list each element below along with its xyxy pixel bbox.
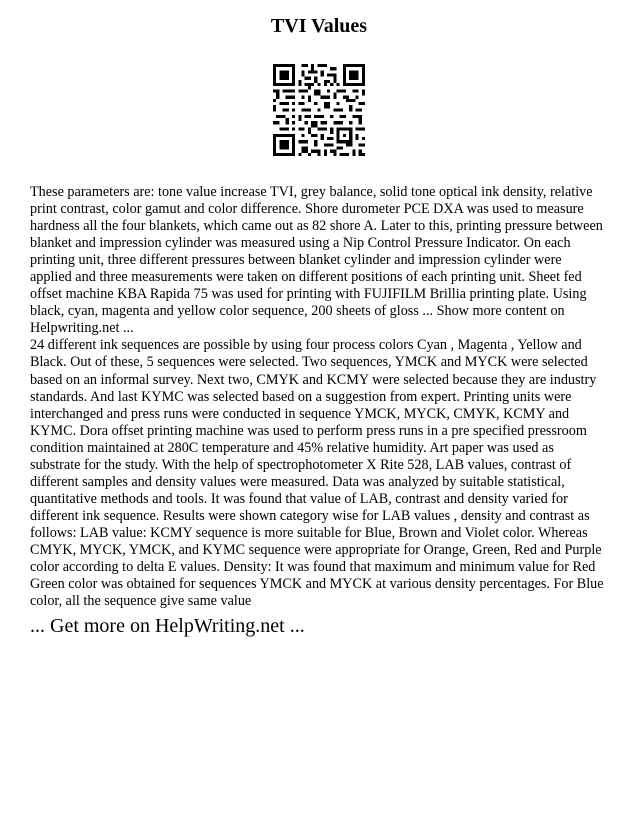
qr-code-graphic (273, 64, 365, 156)
body-paragraph: 24 different ink sequences are possible by using four process colors Cyan , Magenta , Yellow and Black. Out of these, 5 sequences were selected. Two sequences, YMCK and MYCK were selected based on an informal survey. Next two, CMYK and KCMY were selected because they are industry standards. And last KYMC was selected based on a suggestion from expert. Printing units were interchanged and press runs were conducted in sequence YMCK, MYCK, CMYK, KCMY and KYMC. Dora offset printing machine was used to perform press runs in a pre specified pressroom condition maintained at 280C temperature and 45% relative humidity. Art paper was used as substrate for the study. With the help of spectrophotometer X Rite 528, LAB values, contrast of different samples and density values were measured. Data was analyzed by suitable statistical, quantitative methods and tools. It was found that value of LAB, contrast and density varied for different ink sequence. Results were shown category wise for LAB values , density and contrast as follows: LAB value: KCMY sequence is more suitable for Blue, Brown and Violet color. Whereas CMYK, MYCK, YMCK, and KYMC sequence were appropriate for Orange, Green, Red and Purple color according to delta E values. Density: It was found that maximum and minimum value for Red Green color was obtained for sequences YMCK and MYCK at various density percentages. For Blue color, all the sequence give same value (30, 337, 604, 610)
get-more-link[interactable]: ... Get more on HelpWriting.net ... (30, 615, 305, 637)
article-body (30, 184, 606, 610)
body-paragraph: These parameters are: tone value increase TVI, grey balance, solid tone optical ink density, relative print contrast, color gamut and color difference. Shore durometer PCE DXA was used to measure hardness all the four blankets, which came out as 82 shore A. Later to this, printing pressure between blanket and impression cylinder was measured using a Nip Control Pressure Indicator. On each printing unit, three different pressures between blanket cylinder and impression cylinder were applied and three measurements were taken on different positions of each printing unit. Sheet fed offset machine KBA Rapida 75 was used for printing with FUJIFILM Brillia printing plate. Using black, cyan, magenta and yellow color sequence, 200 sheets of gloss ... Show more content on Helpwriting.net ... (30, 184, 603, 337)
qr-code-icon (273, 64, 365, 156)
page-title: TVI Values (270, 15, 368, 37)
